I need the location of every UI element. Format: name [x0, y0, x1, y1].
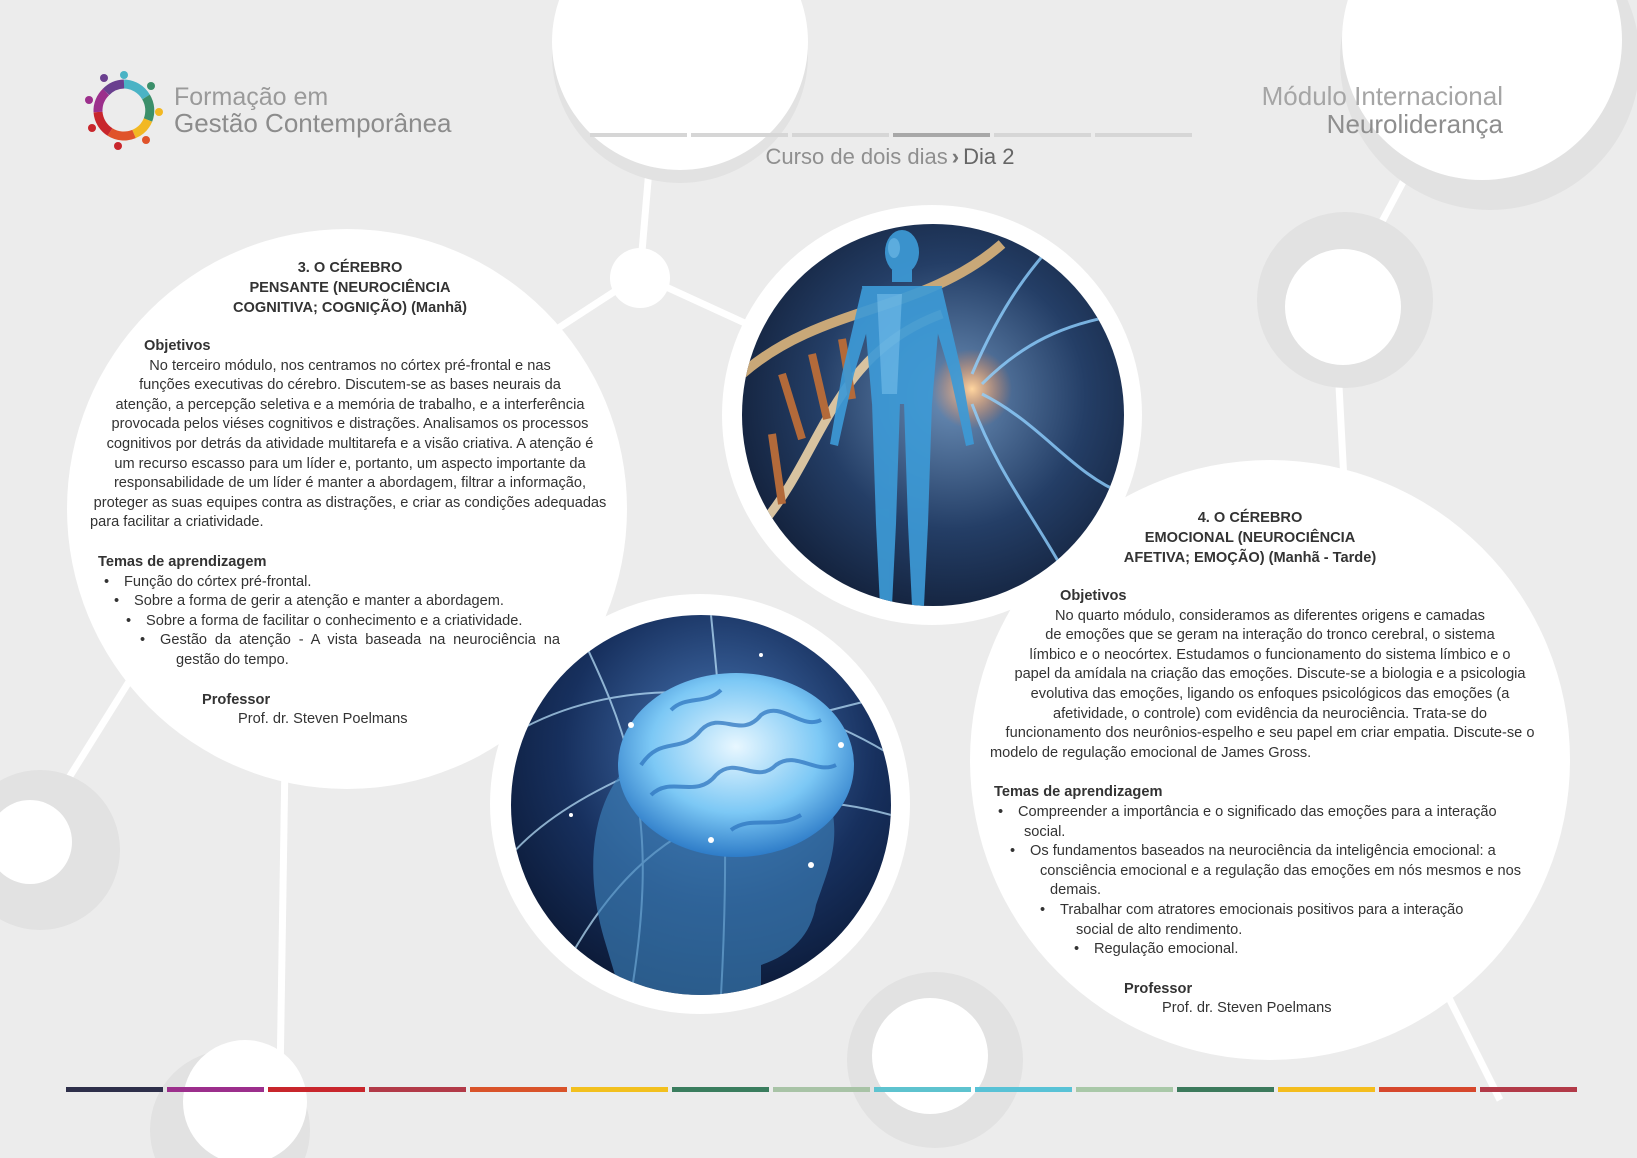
progress-segment	[994, 133, 1091, 137]
color-bar-segment	[571, 1087, 668, 1092]
brand-line-1: Formação em	[174, 83, 329, 111]
color-bar-segment	[1379, 1087, 1476, 1092]
section-3-professor-name: Prof. dr. Steven Poelmans	[238, 711, 408, 728]
color-bar-segment	[1480, 1087, 1577, 1092]
section-4-topics-label: Temas de aprendizagem	[994, 784, 1163, 801]
progress-segment	[792, 133, 889, 137]
section-3-title-line: PENSANTE (NEUROCIÊNCIA	[249, 280, 451, 296]
list-item-continuation: consciência emocional e a regulação das emoções em nós mesmos e nos	[1040, 862, 1522, 879]
objectives-line: cognitivos por detrás da atividade multitarefa e a visão criativa. A atenção é	[106, 435, 594, 452]
objectives-line: No quarto módulo, consideramos as diferentes origens e camadas	[1055, 607, 1485, 624]
color-bar-segment	[874, 1087, 971, 1092]
list-item: • Regulação emocional.	[1094, 940, 1550, 960]
objectives-line: responsabilidade de um líder é manter a abordagem, filtrar a informação,	[113, 475, 587, 492]
color-bar	[66, 1087, 1577, 1092]
color-bar-segment	[773, 1087, 870, 1092]
color-bar-segment	[975, 1087, 1072, 1092]
color-bar-segment	[1278, 1087, 1375, 1092]
color-bar-segment	[66, 1087, 163, 1092]
list-item-continuation: gestão do tempo.	[176, 651, 289, 668]
color-bar-segment	[672, 1087, 769, 1092]
list-item: • Compreender a importância e o significado das emoções para a interação	[1018, 803, 1550, 823]
module-title	[1262, 82, 1503, 138]
section-4-topics-2	[990, 842, 1550, 862]
section-3	[90, 258, 610, 730]
objectives-line: papel da amídala na criação das emoções. Discute-se a biologia e a psicologia	[1014, 666, 1526, 683]
section-3-title-line: 3. O CÉREBRO	[297, 260, 403, 276]
objectives-line: provocada pelos viéses cognitivos e distrações. Analisamos os processos	[111, 416, 589, 433]
color-bar-segment	[369, 1087, 466, 1092]
objectives-line: modelo de regulação emocional de James Gross.	[990, 744, 1312, 761]
objectives-line: funcionamento dos neurônios-espelho e seu papel em criar empatia. Discute-se o	[1005, 725, 1535, 742]
color-bar-segment	[1076, 1087, 1173, 1092]
progress-segment-active	[893, 133, 990, 137]
section-4-topics-3	[990, 901, 1550, 921]
module-line-1: Módulo Internacional	[1261, 81, 1503, 111]
objectives-line: atenção, a percepção seletiva e a memória de trabalho, e a interferência	[115, 396, 585, 413]
list-item: • Sobre a forma de gerir a atenção e manter a abordagem.	[134, 592, 610, 612]
section-4-title	[970, 508, 1530, 568]
brand-name	[174, 84, 452, 136]
color-bar-segment	[470, 1087, 567, 1092]
list-item: • Os fundamentos baseados na neurociência da inteligência emocional: a	[1030, 842, 1550, 862]
objectives-line: límbico e o neocórtex. Estudamos o funcionamento do sistema límbico e o	[1029, 646, 1511, 663]
brand	[84, 70, 452, 150]
list-item: • Sobre a forma de facilitar o conhecimento e a criatividade.	[146, 612, 610, 632]
color-bar-segment	[1177, 1087, 1274, 1092]
day-progress-bar	[590, 133, 1192, 137]
brand-logo-icon	[84, 70, 164, 150]
objectives-line: para facilitar a criatividade.	[90, 514, 264, 531]
progress-segment	[691, 133, 788, 137]
color-bar-segment	[268, 1087, 365, 1092]
section-4-professor-label: Professor	[1124, 980, 1193, 997]
color-bar-segment	[167, 1087, 264, 1092]
objectives-line: afetividade, o controle) com evidência da neurociência. Trata-se do	[1052, 705, 1487, 722]
objectives-line: proteger as suas equipes contra as distrações, e criar as condições adequadas	[93, 494, 607, 511]
objectives-line: evolutiva das emoções, ligando os enfoques psicológicos das emoções (a	[1030, 685, 1510, 702]
section-4-topics	[990, 803, 1550, 823]
objectives-line: funções executivas do cérebro. Discutem-se as bases neurais da	[139, 377, 561, 394]
section-4-title-line: 4. O CÉREBRO	[1197, 510, 1303, 526]
section-3-title	[90, 258, 610, 318]
module-line-2: Neuroliderança	[1326, 109, 1503, 139]
section-3-professor-label: Professor	[202, 691, 271, 708]
section-3-topics	[90, 573, 610, 651]
section-4	[990, 508, 1550, 1019]
list-item-continuation: social de alto rendimento.	[1076, 921, 1243, 938]
course-day: Dia 2	[963, 144, 1015, 169]
section-3-objectives-label: Objetivos	[144, 338, 211, 354]
section-3-title-line: COGNITIVA; COGNIÇÃO) (Manhã)	[232, 300, 468, 316]
section-3-objectives-text	[90, 357, 610, 533]
list-item: • Gestão da atenção - A vista baseada na neurociência na	[160, 631, 560, 651]
section-4-title-line: AFETIVA; EMOÇÃO) (Manhã - Tarde)	[1123, 550, 1377, 566]
section-4-objectives-label: Objetivos	[1060, 588, 1127, 604]
progress-segment	[1095, 133, 1192, 137]
section-4-professor-name: Prof. dr. Steven Poelmans	[1162, 1000, 1332, 1017]
list-item: • Trabalhar com atratores emocionais positivos para a interação	[1060, 901, 1550, 921]
progress-segment	[590, 133, 687, 137]
objectives-line: No terceiro módulo, nos centramos no córtex pré-frontal e nas	[149, 357, 551, 374]
objectives-line: de emoções que se geram na interação do tronco cerebral, o sistema	[1045, 627, 1495, 644]
section-4-objectives-text	[990, 607, 1550, 764]
list-item: • Função do córtex pré-frontal.	[124, 573, 610, 593]
section-3-topics-label: Temas de aprendizagem	[98, 553, 267, 570]
section-4-topics-4	[990, 940, 1550, 960]
brand-line-2: Gestão Contemporânea	[174, 108, 452, 138]
list-item-continuation: social.	[1024, 823, 1066, 840]
section-4-title-line: EMOCIONAL (NEUROCIÊNCIA	[1144, 530, 1356, 546]
course-breadcrumb	[590, 144, 1190, 170]
breadcrumb-separator-icon: ›	[951, 144, 960, 169]
course-label: Curso de dois dias	[765, 144, 948, 169]
objectives-line: um recurso escasso para um líder e, portanto, um aspecto importante da	[114, 455, 586, 472]
list-item-continuation: demais.	[1050, 882, 1102, 899]
